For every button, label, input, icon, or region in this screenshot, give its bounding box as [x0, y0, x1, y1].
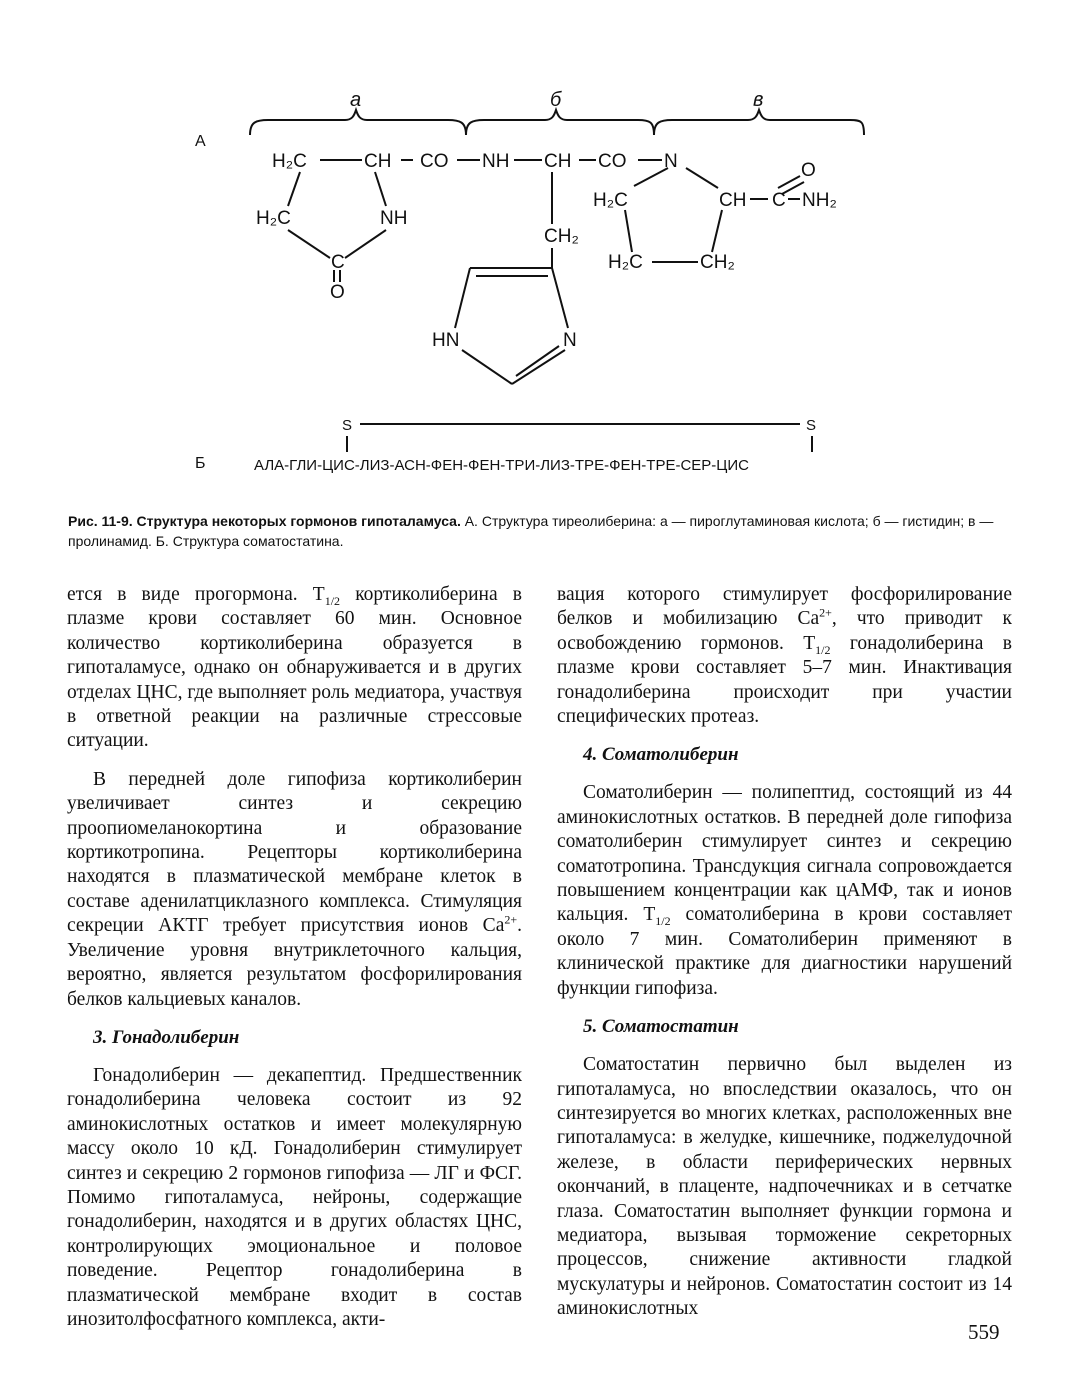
atom-n: N — [664, 151, 678, 172]
left-column — [67, 583, 522, 1332]
subscript: 1/2 — [324, 593, 341, 608]
text-run: соматолиберина в крови составляет около 7 мин. Соматолиберин применяют в клинической практике для диагностики нарушений функции гипофиза. — [557, 904, 1012, 999]
right-column — [557, 583, 1012, 1322]
panel-a-label: А — [195, 133, 206, 150]
panel-b-label: Б — [195, 455, 206, 472]
atom-ch2: CH — [544, 151, 572, 172]
section-heading: 5. Соматостатин — [583, 1016, 739, 1038]
atom-c-amide: C — [772, 190, 786, 211]
sulfur-left: S — [342, 417, 353, 434]
section-heading: 4. Соматолиберин — [583, 744, 739, 766]
atom-h2c-top: H₂C — [272, 151, 307, 172]
text-run: , что приводит к освобождению гормонов. T — [557, 608, 1012, 654]
atom-ch2-pro: CH₂ — [700, 252, 735, 273]
brace-label-a: а — [350, 89, 362, 111]
caption-text: А. Структура тиреолиберина: а — пироглутаминовая кислота; б — гистидин; в — пролинамид. Б. Структура соматостатина. — [68, 513, 994, 549]
superscript: 2+ — [819, 605, 832, 620]
paragraph — [557, 781, 1012, 1001]
brace-a — [250, 110, 466, 135]
atom-nh2: NH₂ — [802, 190, 837, 211]
text-run: кортиколиберина в плазме крови составляет 60 мин. Основное количество кортиколиберина образуется в гипоталамусе, однако он обнаруживается и в других отделах ЦНС, где выполняет роль медиатора, участвуя в ответной реакции на различные стрессовые ситуации. — [67, 584, 522, 752]
atom-co1: CO — [420, 151, 449, 172]
text-run: гонадолиберина в плазме крови составляет 5–7 мин. Инактивация гонадолиберина происходит при участии специфических протеаз. — [557, 632, 1012, 728]
page-number: 559 — [968, 1320, 1000, 1344]
atom-o1: O — [330, 282, 345, 303]
brace-label-b: б — [550, 89, 562, 111]
atom-ch-pro: CH — [719, 190, 747, 211]
atom-h2c-pro1: H₂C — [593, 190, 628, 211]
atom-ch1: CH — [364, 151, 392, 172]
caption-title: Рис. 11-9. Структура некоторых гормонов гипоталамуса. — [68, 513, 461, 529]
paragraph: Соматостатин первично был выделен из гипоталамуса, но впоследствии оказалось, что он синтезируется во многих клетках, расположенных вне гипоталамуса: в желудке, кишечнике, поджелудочной железе, в области периферических нервных окончаний, в плаценте, надпочечниках и в сетчатке глаза. Соматостатин выполняет функции гормона и медиатора, вызывая торможение секреторных процессов, снижение активности гладкой мускулатуры и нейронов. Соматостатин состоит из 14 аминокислотных — [557, 1054, 1012, 1320]
atom-nh-ring: NH — [380, 208, 408, 229]
figure-11-9 — [0, 0, 1077, 500]
atom-nh: NH — [482, 151, 510, 172]
paragraph — [67, 583, 522, 754]
subscript: 1/2 — [815, 642, 831, 657]
atom-h2c-left: H₂C — [256, 208, 291, 229]
structure-diagram — [0, 0, 1077, 500]
atom-ch2-side: CH₂ — [544, 226, 579, 247]
paragraph: Гонадолиберин — декапептид. Предшественник гонадолиберина человека состоит из 92 аминокислотных остатков и имеет молекулярную массу около 10 кД. Гонадолиберин стимулирует синтез и секрецию 2 гормонов гипофиза — ЛГ и ФСГ. Помимо гипоталамуса, нейроны, содержащие гонадолиберин, находятся и в других областях ЦНС, контролирующих эмоциональное и половое поведение. Рецептор гонадолиберина в плазматической мембране входит в состав инозитолфосфатного комплекса, акти- — [67, 1064, 522, 1330]
atom-o2: O — [801, 160, 816, 181]
atom-hn: HN — [432, 330, 460, 351]
somatostatin-sequence: АЛА-ГЛИ-ЦИС-ЛИЗ-АСН-ФЕН-ФЕН-ТРИ-ЛИЗ-ТРЕ-ФЕН-ТРЕ-СЕР-ЦИС — [254, 457, 750, 474]
text-run: В передней доле гипофиза кортиколиберин увеличивает синтез и секрецию проопиомеланокортина и образование кортикотропина. Рецепторы кортиколиберина находятся в плазматической мембране клеток в составе аденилатциклазного комплекса. Стимуляция секреции АКТГ требует присутствия ионов Ca — [67, 768, 522, 937]
atom-n-ring: N — [563, 330, 577, 351]
superscript: 2+ — [504, 912, 518, 927]
text-run: Соматолиберин — полипептид, состоящий из 44 аминокислотных остатков. В передней доле гипофиза соматолиберин стимулирует синтез и секрецию соматотропина. Трансдукция сигнала сопровождается повышением концентрации как цАМФ, так и ионов кальция. T — [557, 782, 1012, 926]
paragraph — [557, 583, 1012, 729]
brace-label-c: в — [753, 89, 764, 111]
atom-h2c-pro2: H₂C — [608, 252, 643, 273]
sulfur-right: S — [806, 417, 817, 434]
brace-c — [654, 110, 864, 135]
atom-co2: CO — [598, 151, 627, 172]
subscript: 1/2 — [655, 914, 671, 929]
atom-c-carbonyl: C — [331, 252, 345, 273]
text-run: вация которого стимулирует фосфорилирование белков и мобилизацию Ca — [557, 584, 1012, 630]
section-heading: 3. Гонадолиберин — [93, 1026, 240, 1048]
text-run: ется в виде прогормона. T — [67, 584, 325, 605]
paragraph — [67, 768, 522, 1012]
text-run: . Увеличение уровня внутриклеточного кальция, вероятно, является результатом фосфорилирования белков кальциевых каналов. — [67, 915, 522, 1010]
brace-b — [466, 110, 654, 135]
figure-caption — [68, 511, 1018, 551]
